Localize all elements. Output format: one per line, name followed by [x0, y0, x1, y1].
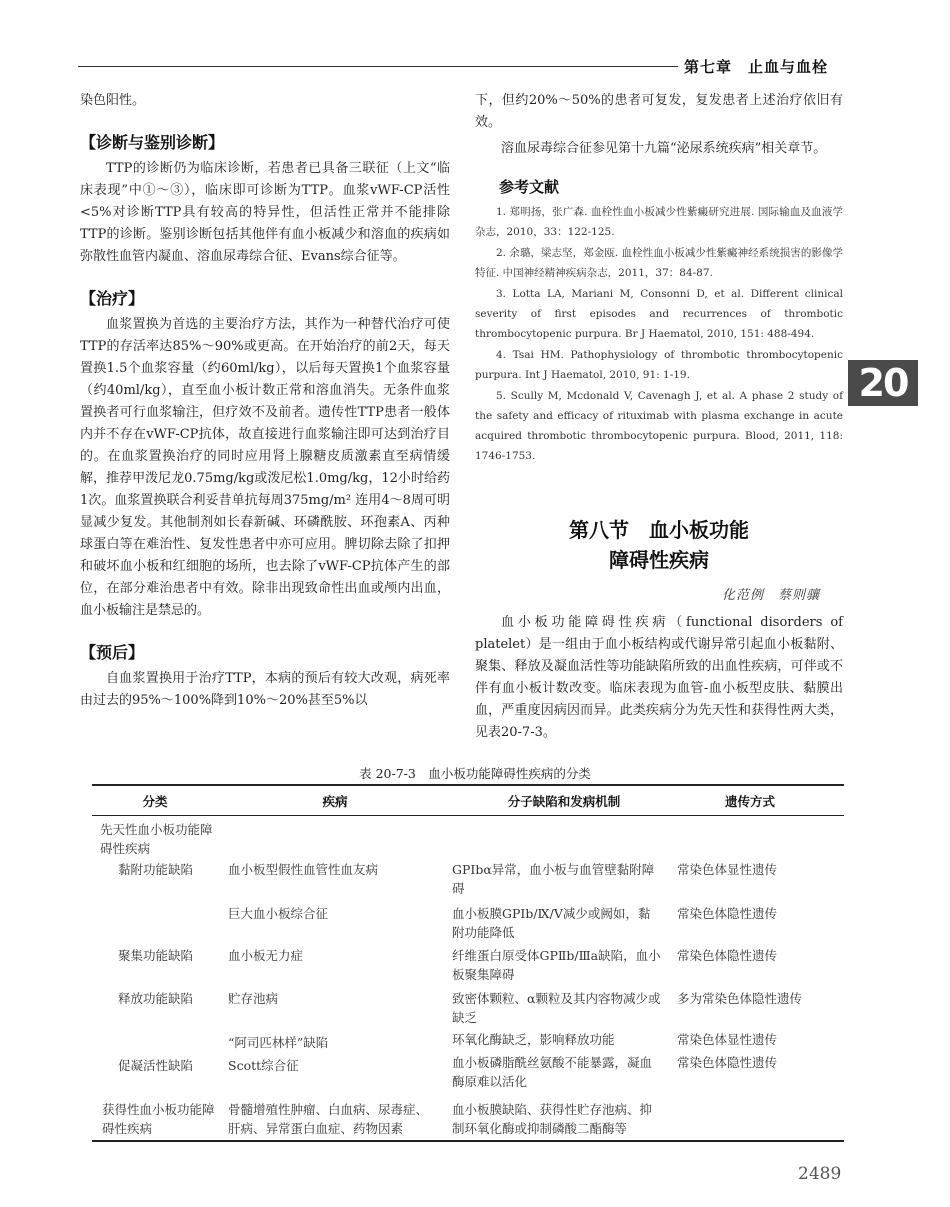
table-header-inheritance: 遗传方式	[724, 794, 775, 809]
table-top-rule	[92, 784, 844, 786]
table-cell-mechanism: 血小板磷脂酰丝氨酸不能暴露，凝血酶原难以活化	[452, 1055, 653, 1089]
section-title	[475, 515, 843, 575]
chapter-title: 第七章 止血与血栓	[684, 58, 829, 76]
reference-item: 4. Tsai HM. Pathophysiology of thrombotic thrombocytopenic purpura. Int J Haematol, 2010, 91: 1-19.	[475, 349, 843, 381]
table-cell-category: 获得性血小板功能障碍性疾病	[102, 1102, 215, 1136]
prognosis-continuation: 下，但约20%～50%的患者可复发，复发患者上述治疗依旧有效。	[475, 93, 843, 130]
reference-item: 2. 余璐，梁志坚，郑金瓯. 血栓性血小板减少性紫癜神经系统损害的影像学特征. 中国神经精神疾病杂志，2011，37：84-87.	[475, 247, 843, 279]
table-bottom-rule	[92, 1140, 844, 1142]
table-header-rule	[92, 815, 844, 816]
references-list	[475, 202, 843, 466]
table-cell-disease: 巨大血小板综合征	[228, 906, 329, 921]
table-cell-mechanism: 纤维蛋白原受体GPⅡb/Ⅲa缺陷，血小板聚集障碍	[452, 948, 661, 982]
table-cell-disease: 贮存池病	[228, 991, 279, 1006]
table-cell-mechanism: 致密体颗粒、α颗粒及其内容物减少或缺乏	[452, 991, 661, 1025]
table-cell-inheritance: 多为常染色体隐性遗传	[677, 991, 803, 1006]
hus-note: 溶血尿毒综合征参见第十九篇“泌尿系统疾病”相关章节。	[501, 141, 827, 156]
treatment-heading: 【治疗】	[80, 289, 145, 308]
table-header-category: 分类	[142, 794, 168, 809]
table-cell-inheritance: 常染色体隐性遗传	[677, 948, 778, 963]
table-cell-category: 先天性血小板功能障碍性疾病	[100, 822, 213, 856]
table-cell-disease: 血小板无力症	[228, 948, 304, 963]
table-cell-mechanism: 环氧化酶缺乏，影响释放功能	[452, 1032, 615, 1047]
references-heading: 参考文献	[499, 178, 560, 196]
reference-item: 5. Scully M, Mcdonald V, Cavenagh J, et al. A phase 2 study of the safety and efficacy of rituximab with plasma exchange in acute acquired thrombotic thrombocytopenic purpura. Blood, 2011, 118: 1746-1753.	[475, 390, 843, 462]
table-header-mechanism: 分子缺陷和发病机制	[507, 794, 621, 809]
section-title-line-2: 障碍性疾病	[609, 548, 709, 572]
section-intro: 血小板功能障碍性疾病（functional disorders of platelet）是一组由于血小板结构或代谢异常引起血小板黏附、聚集、释放及凝血活性等功能缺陷所致的出血性疾病，可伴或不伴有血小板计数改变。临床表现为血管-血小板型皮肤、黏膜出血，严重度因病因而异。此类疾病分为先天性和获得性两大类，见表20-7-3。	[475, 615, 843, 740]
table-cell-mechanism: 血小板膜GPⅠb/Ⅸ/Ⅴ减少或阙如，黏附功能降低	[452, 906, 651, 940]
table-cell-inheritance: 常染色体显性遗传	[677, 862, 778, 877]
reference-item: 3. Lotta LA, Mariani M, Consonni D, et al. Different clinical severity of first episodes and recurrences of thrombotic thrombocytopenic purpura. Br J Haematol, 2010, 151: 488-494.	[475, 288, 843, 340]
table-header-disease: 疾病	[322, 794, 348, 809]
table-cell-category: 释放功能缺陷	[118, 991, 194, 1006]
chapter-badge: 20	[848, 360, 918, 406]
left-top-line: 染色阳性。	[80, 93, 146, 108]
table-cell-inheritance: 常染色体隐性遗传	[677, 906, 778, 921]
reference-item: 1. 郑明扬，张广森. 血栓性血小板减少性紫癜研究进展. 国际输血及血液学杂志，2010，33：122-125.	[475, 206, 843, 238]
table-cell-disease: “阿司匹林样”缺陷	[228, 1035, 329, 1050]
table-cell-inheritance: 常染色体显性遗传	[677, 1032, 778, 1047]
prognosis-text: 自血浆置换用于治疗TTP，本病的预后有较大改观，病死率由过去的95%～100%降到10%～20%甚至5%以	[80, 671, 450, 708]
prognosis-heading: 【预后】	[80, 643, 145, 662]
table-cell-category: 促凝活性缺陷	[118, 1058, 194, 1073]
table-cell-mechanism: 血小板膜缺陷、获得性贮存池病、抑制环氧化酶或抑制磷酸二酯酶等	[452, 1102, 653, 1136]
section-intro-block	[475, 612, 843, 744]
diagnosis-text: TTP的诊断仍为临床诊断，若患者已具备三联征（上文“临床表现”中①～③），临床即可诊断为TTP。血浆vWF-CP活性<5%对诊断TTP具有较高的特异性，但活性正常并不能排除TTP的诊断。鉴别诊断包括其他伴有血小板减少和溶血的疾病如弥散性血管内凝血、溶血尿毒综合征、Evans综合征等。	[80, 161, 450, 264]
table-cell-inheritance: 常染色体隐性遗传	[677, 1055, 778, 1070]
treatment-text: 血浆置换为首选的主要治疗方法，其作为一种替代治疗可使TTP的存活率达85%～90%或更高。在开始治疗的前2天，每天置换1.5个血浆容量（约60ml/kg），以后每天置换1个血浆容量（约40ml/kg），直至血小板计数正常和溶血消失。无条件血浆置换者可行血浆输注，但疗效不及前者。遗传性TTP患者一般体内并不存在vWF-CP抗体，故直接进行血浆输注即可达到治疗目的。在血浆置换治疗的同时应用肾上腺糖皮质激素直至病情缓解，推荐甲泼尼龙0.75mg/kg或泼尼松1.0mg/kg，12小时给药1次。血浆置换联合利妥昔单抗每周375mg/m² 连用4～8周可明显减少复发。其他制剂如长春新碱、环磷酰胺、环孢素A、丙种球蛋白等在难治性、复发性患者中亦可应用。脾切除去除了扣押和破坏血小板和红细胞的场所，也去除了vWF-CP抗体产生的部位，在部分难治患者中有效。除非出现致命性出血或颅内出血，血小板输注是禁忌的。	[80, 317, 450, 618]
header-rule	[78, 66, 678, 67]
section-title-line-1: 第八节 血小板功能	[569, 518, 749, 542]
table-cell-category: 聚集功能缺陷	[118, 948, 194, 963]
table-cell-mechanism: GPⅠbα异常，血小板与血管壁黏附障碍	[452, 862, 655, 896]
table-cell-category: 黏附功能缺陷	[118, 862, 194, 877]
right-column	[475, 90, 843, 467]
authors: 化范例 蔡则骧	[722, 588, 821, 603]
diagnosis-heading: 【诊断与鉴别诊断】	[80, 133, 225, 152]
table-cell-disease: Scott综合征	[228, 1058, 299, 1073]
table-cell-disease: 骨髓增殖性肿瘤、白血病、尿毒症、肝病、异常蛋白血症、药物因素	[228, 1102, 429, 1136]
left-column	[80, 90, 450, 712]
table-cell-disease: 血小板型假性血管性血友病	[228, 862, 379, 877]
table-caption: 表 20-7-3 血小板功能障碍性疾病的分类	[359, 766, 591, 781]
page-number: 2489	[798, 1164, 842, 1184]
